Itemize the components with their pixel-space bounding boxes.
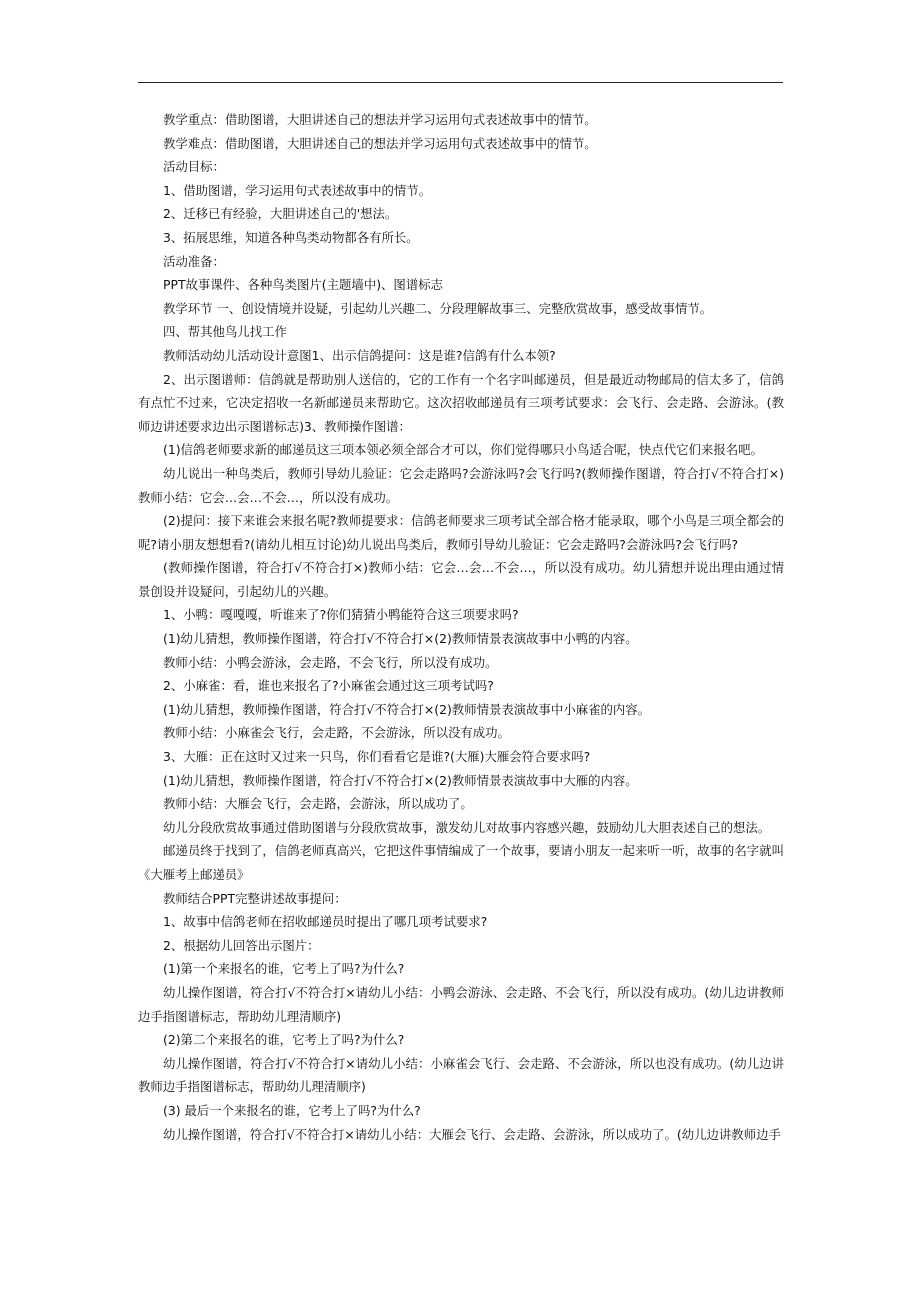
paragraph-activity-2: 2、出示图谱师：信鸽就是帮助别人送信的，它的工作有一个名字叫邮递员，但是最近动物邮局的信太多了，信鸽有点忙不过来，它决定招收一名新邮递员来帮助它。这次招收邮递员有三项考试要求：会飞行、会走路、会游泳。(教师边讲述要求边出示图谱标志)3、教师操作图谱： <box>138 371 784 434</box>
paragraph-first-applicant: (1)第一个来报名的谁，它考上了吗?为什么? <box>163 961 405 977</box>
paragraph-prep-items: PPT故事课件、各种鸟类图片(主题墙中)、图谱标志 <box>163 277 443 293</box>
paragraph-last-applicant: (3) 最后一个来报名的谁，它考上了吗?为什么? <box>163 1102 421 1118</box>
paragraph-last-summary: 幼儿操作图谱，符合打√不符合打×请幼儿小结：大雁会飞行、会走路、会游泳，所以成功了。(幼儿边讲教师边手 <box>163 1126 781 1142</box>
paragraph-goal-3: 3、拓展思维，知道各种鸟类动物都各有所长。 <box>163 229 419 245</box>
paragraph-duck-summary: 教师小结：小鸭会游泳，会走路，不会飞行，所以没有成功。 <box>163 654 498 670</box>
paragraph-difficult-point: 教学难点：借助图谱，大胆讲述自己的想法并学习运用句式表述故事中的情节。 <box>163 135 597 151</box>
paragraph-summary: (教师操作图谱，符合打√不符合打×)教师小结：它会…会…不会…，所以没有成功。幼儿猜想并说出理由通过情景创设并设疑问，引起幼儿的兴趣。 <box>138 560 784 599</box>
paragraph-segment-note: 幼儿分段欣赏故事通过借助图谱与分段欣赏故事，激发幼儿对故事内容感兴趣，鼓励幼儿大胆表述自己的想法。 <box>163 819 771 835</box>
paragraph-teaching-steps: 教学环节 一、创设情境并设疑，引起幼儿兴趣二、分段理解故事三、完整欣赏故事，感受故事情节。 <box>163 300 713 316</box>
paragraph-ppt-question: 教师结合PPT完整讲述故事提问： <box>163 890 347 906</box>
paragraph-goal-1: 1、借助图谱，学习运用句式表述故事中的情节。 <box>163 182 432 198</box>
paragraph-sparrow: 2、小麻雀：看，谁也来报名了?小麻雀会通过这三项考试吗? <box>163 678 494 694</box>
paragraph-verify: 幼儿说出一种鸟类后，教师引导幼儿验证：它会走路吗?会游泳吗?会飞行吗?(教师操作图谱，符合打√不符合打×)教师小结：它会…会…不会…，所以没有成功。 <box>138 465 784 505</box>
paragraph-duck-guess: (1)幼儿猜想，教师操作图谱，符合打√不符合打×(2)教师情景表演故事中小鸭的内容。 <box>163 631 638 647</box>
paragraph-sparrow-guess: (1)幼儿猜想，教师操作图谱，符合打√不符合打×(2)教师情景表演故事中小麻雀的内容。 <box>163 701 651 717</box>
header-rule <box>138 82 783 83</box>
paragraph-goose-summary: 教师小结：大雁会飞行，会走路，会游泳，所以成功了。 <box>163 796 473 812</box>
paragraph-requirement: (1)信鸽老师要求新的邮递员这三项本领必须全部合才可以，你们觉得哪只小鸟适合呢，快点代它们来报名吧。 <box>163 442 763 458</box>
paragraph-question-requirements: 1、故事中信鸽老师在招收邮递员时提出了哪几项考试要求? <box>163 914 488 930</box>
paragraph-goose-guess: (1)幼儿猜想，教师操作图谱，符合打√不符合打×(2)教师情景表演故事中大雁的内容。 <box>163 772 638 788</box>
paragraph-prep-heading: 活动准备： <box>163 253 225 269</box>
paragraph-story-title: 邮递员终于找到了，信鸽老师真高兴，它把这件事情编成了一个故事，要请小朋友一起来听一听，故事的名字就叫《大雁考上邮递员》 <box>138 843 784 882</box>
paragraph-goals-heading: 活动目标： <box>163 159 225 175</box>
paragraph-activity-1: 教师活动幼儿活动设计意图1、出示信鸽提问：这是谁?信鸽有什么本领? <box>163 347 556 363</box>
paragraph-show-pictures: 2、根据幼儿回答出示图片： <box>163 937 320 953</box>
paragraph-goose: 3、大雁：正在这时又过来一只鸟，你们看看它是谁?(大雁)大雁会符合要求吗? <box>163 749 591 765</box>
document-body <box>138 108 784 1146</box>
paragraph-sparrow-summary: 教师小结：小麻雀会飞行，会走路，不会游泳，所以没有成功。 <box>163 725 510 741</box>
paragraph-second-summary: 幼儿操作图谱，符合打√不符合打×请幼儿小结：小麻雀会飞行、会走路、不会游泳，所以也没有成功。(幼儿边讲教师边手指图谱标志，帮助幼儿理清顺序) <box>138 1055 784 1095</box>
paragraph-goal-2: 2、迁移已有经验，大胆讲述自己的'想法。 <box>163 206 398 222</box>
paragraph-key-point: 教学重点：借助图谱，大胆讲述自己的想法并学习运用句式表述故事中的情节。 <box>163 112 597 127</box>
paragraph-second-applicant: (2)第二个来报名的谁，它考上了吗?为什么? <box>163 1032 405 1048</box>
paragraph-duck: 1、小鸭：嘎嘎嘎，听谁来了?你们猜猜小鸭能符合这三项要求吗? <box>163 607 519 623</box>
paragraph-step-4: 四、帮其他鸟儿找工作 <box>163 324 287 340</box>
paragraph-question-2: (2)提问：接下来谁会来报名呢?教师提要求：信鸽老师要求三项考试全部合格才能录取，哪个小鸟是三项全都会的呢?请小朋友想想看?(请幼儿相互讨论)幼儿说出鸟类后，教师引导幼儿验证：它会走路吗?会游泳吗?会飞行吗? <box>138 513 784 552</box>
paragraph-first-summary: 幼儿操作图谱，符合打√不符合打×请幼儿小结：小鸭会游泳、会走路、不会飞行，所以没有成功。(幼儿边讲教师边手指图谱标志，帮助幼儿理清顺序) <box>138 984 784 1024</box>
